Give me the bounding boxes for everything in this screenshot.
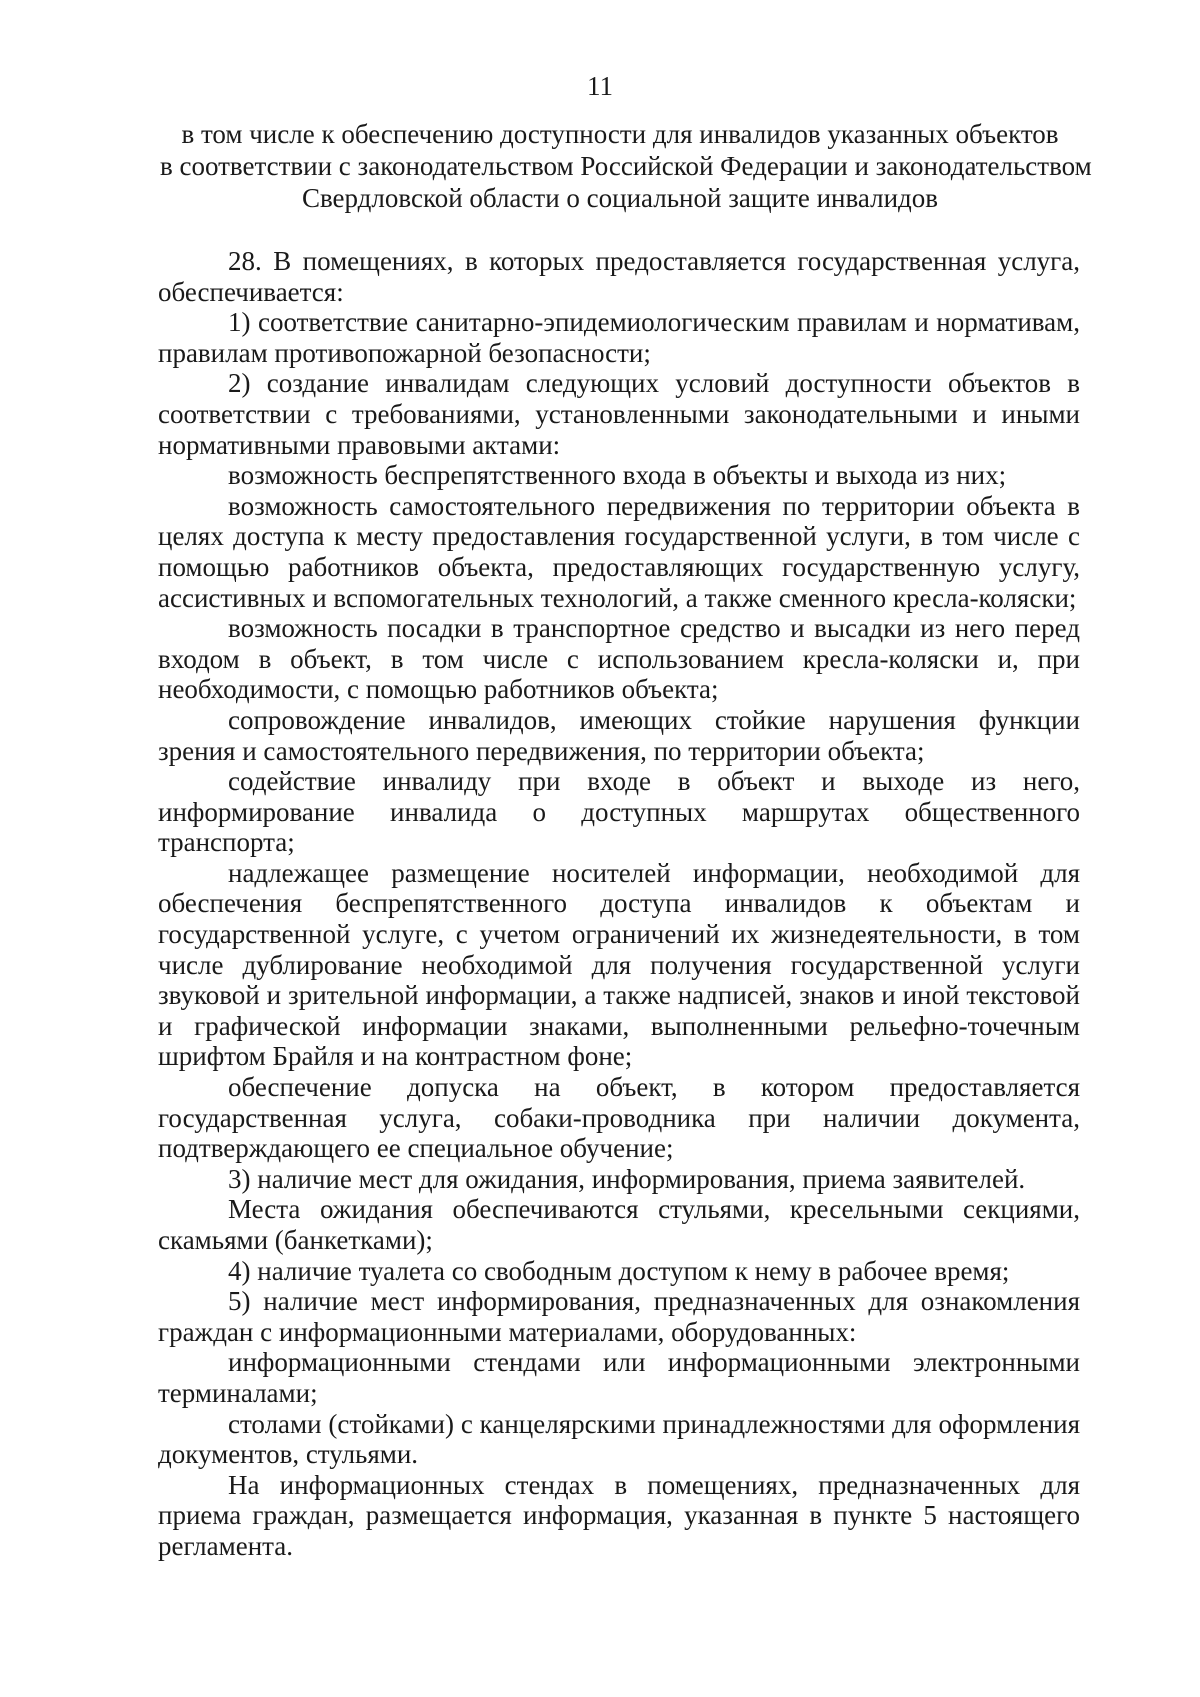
paragraph-subitem-5: 5) наличие мест информирования, предназначенных для ознакомления граждан с информационными материалами, оборудованных: (158, 1286, 1080, 1347)
paragraph-item-28: 28. В помещениях, в которых предоставляется государственная услуга, обеспечивается: (158, 246, 1080, 307)
paragraph-subitem-4: 4) наличие туалета со свободным доступом к нему в рабочее время; (228, 1255, 1010, 1286)
paragraph: столами (стойками) с канцелярскими принадлежностями для оформления документов, стульями. (158, 1408, 1080, 1470)
paragraph: возможность посадки в транспортное средство и высадки из него перед входом в объект, в том числе с использованием кресла-коляски и, при необходимости, с помощью работников объекта; (158, 613, 1080, 705)
heading-line: в том числе к обеспечению доступности для инвалидов указанных объектов (181, 119, 1059, 149)
paragraph: Места ожидания обеспечиваются стульями, кресельными секциями, скамьями (банкетками); (158, 1194, 1080, 1255)
paragraph: На информационных стендах в помещениях, предназначенных для приема граждан, размещается информация, указанная в пункте 5 настоящего регламента. (158, 1469, 1080, 1561)
paragraph-subitem-2: 2) создание инвалидам следующих условий доступности объектов в соответствии с требованиями, установленными законодательными и иными нормативными правовыми актами: (158, 368, 1080, 460)
paragraph: обеспечение допуска на объект, в котором предоставляется государственная услуга, собаки-проводника при наличии документа, подтверждающего ее специальное обучение; (158, 1072, 1080, 1164)
paragraph: содействие инвалиду при входе в объект и выходе из него, информирование инвалида о доступных маршрутах общественного транспорта; (158, 766, 1080, 858)
paragraph-subitem-1: 1) соответствие санитарно-эпидемиологическим правилам и нормативам, правилам противопожарной безопасности; (158, 307, 1080, 368)
page-number: 11 (587, 71, 613, 101)
paragraph-subitem-3: 3) наличие мест для ожидания, информирования, приема заявителей. (228, 1163, 1026, 1194)
paragraph: возможность беспрепятственного входа в объекты и выхода из них; (228, 460, 1007, 491)
paragraph: информационными стендами или информационными электронными терминалами; (158, 1347, 1080, 1408)
section-heading (160, 118, 1092, 214)
paragraph: возможность самостоятельного передвижения по территории объекта в целях доступа к месту предоставления государственной услуги, в том числе с помощью работников объекта, предоставляющих государственную услугу, ассистивных и вспомогательных технологий, а также сменного кресла-коляски; (158, 490, 1080, 613)
heading-line: в соответствии с законодательством Российской Федерации и законодательством (160, 151, 1092, 181)
paragraph: надлежащее размещение носителей информации, необходимой для обеспечения беспрепятственного доступа инвалидов к объектам и государственной услуге, с учетом ограничений их жизнедеятельности, в том числе дублирование необходимой для получения государственной услуги звуковой и зрительной информации, а также надписей, знаков и иной текстовой и графической информации знаками, выполненными рельефно-точечным шрифтом Брайля и на контрастном фоне; (158, 857, 1080, 1072)
paragraph: сопровождение инвалидов, имеющих стойкие нарушения функции зрения и самостоятельного передвижения, по территории объекта; (158, 704, 1080, 766)
heading-line: Свердловской области о социальной защите инвалидов (301, 183, 939, 213)
document-body (158, 246, 1080, 1562)
